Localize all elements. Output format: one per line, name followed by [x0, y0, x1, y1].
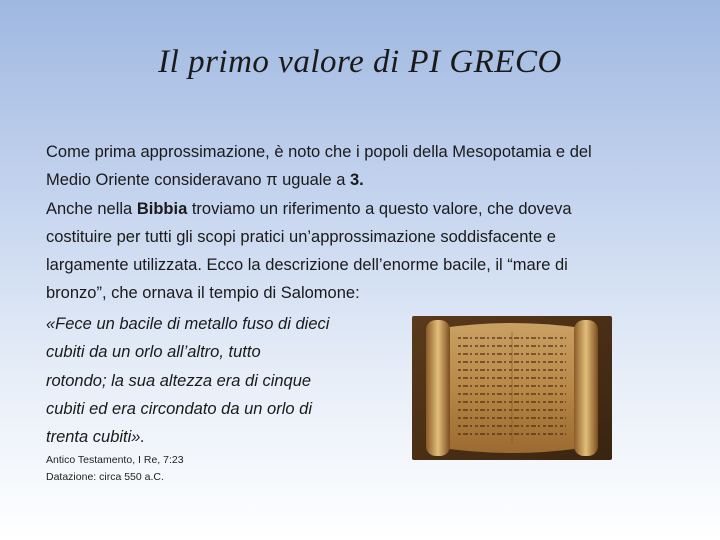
- quote-line: cubiti da un orlo all’altro, tutto: [46, 343, 261, 362]
- body-text-span: Medio Oriente consideravano π uguale a: [46, 171, 350, 190]
- quote-line: cubiti ed era circondato da un orlo di: [46, 399, 312, 418]
- quote-line: «Fece un bacile di metallo fuso di dieci: [46, 315, 330, 333]
- slide-title: Il primo valore di PI GRECO: [158, 44, 562, 80]
- bible-quote: [46, 310, 376, 451]
- body-line: Come prima approssimazione, è noto che i popoli della Mesopotamia e del: [46, 143, 592, 161]
- body-line: costituire per tutti gli scopi pratici un’approssimazione soddisfacente e: [46, 227, 556, 246]
- body-text: [46, 138, 686, 308]
- source-notes: [46, 452, 184, 486]
- body-line: bronzo”, che ornava il tempio di Salomone:: [46, 284, 360, 303]
- note-date: Datazione: circa 550 a.C.: [46, 471, 164, 483]
- scroll-image: [412, 316, 612, 460]
- body-text-span: troviamo un riferimento a questo valore, che doveva: [187, 199, 572, 218]
- body-text-span: Anche nella: [46, 199, 137, 218]
- bold-bible: Bibbia: [136, 199, 188, 218]
- bold-value: 3.: [350, 171, 364, 190]
- quote-line: trenta cubiti».: [46, 428, 146, 447]
- body-line: [46, 195, 686, 223]
- quote-line: rotondo; la sua altezza era di cinque: [46, 371, 312, 390]
- body-line: [46, 166, 686, 194]
- body-line: largamente utilizzata. Ecco la descrizione dell’enorme bacile, il “mare di: [46, 256, 568, 275]
- note-source: Antico Testamento, I Re, 7:23: [46, 454, 184, 466]
